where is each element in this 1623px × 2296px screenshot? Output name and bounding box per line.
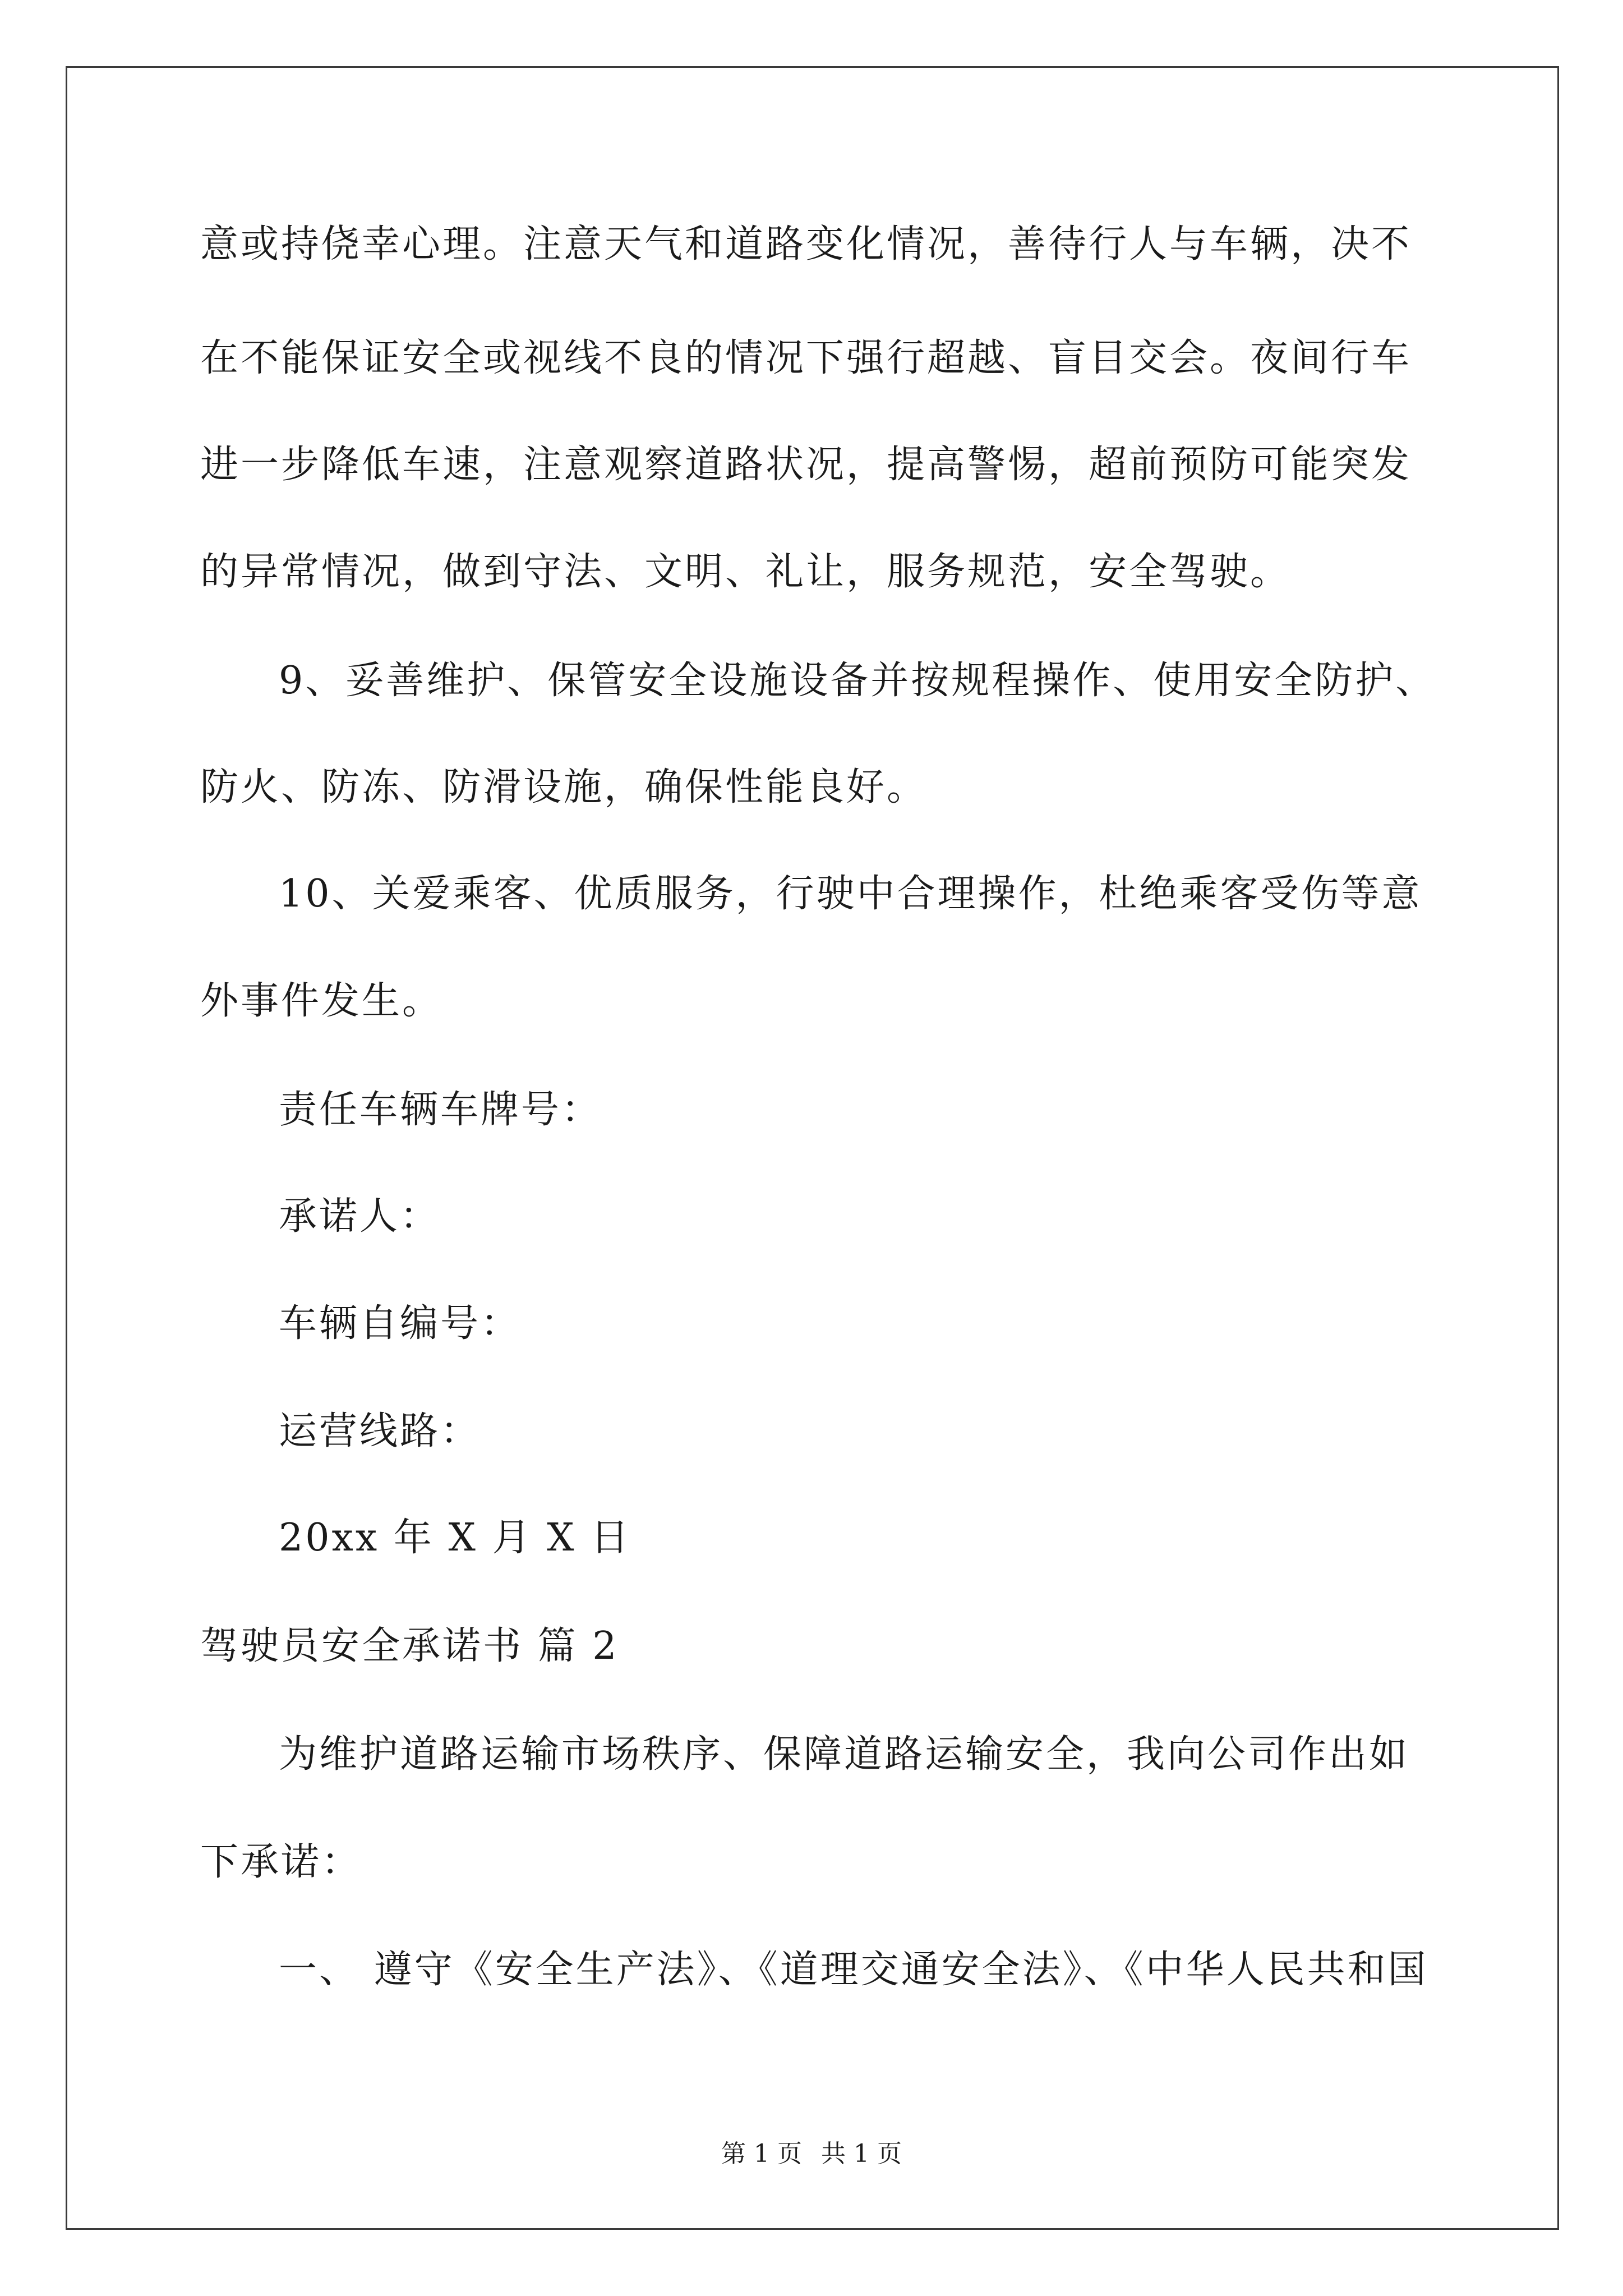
page-number: 第 1 页 <box>721 2139 802 2168</box>
section-heading: 驾驶员安全承诺书 篇 2 <box>200 1624 619 1668</box>
field-vehicle-number: 车辆自编号： <box>279 1301 522 1346</box>
field-route: 运营线路： <box>279 1409 481 1453</box>
date-line: 20xx 年 X 月 X 日 <box>279 1516 631 1560</box>
paragraph-line: 外事件发生。 <box>200 979 443 1023</box>
paragraph-line: 9、妥善维护、保管安全设施设备并按规程操作、使用安全防护、 <box>279 659 1436 703</box>
page-total: 共 1 页 <box>821 2139 902 2168</box>
paragraph-line: 下承诺： <box>200 1840 362 1884</box>
page-footer <box>0 2133 1623 2169</box>
paragraph-line: 为维护道路运输市场秩序、保障道路运输安全，我向公司作出如 <box>279 1732 1410 1777</box>
paragraph-line: 在不能保证安全或视线不良的情况下强行超越、盲目交会。夜间行车 <box>200 336 1412 380</box>
paragraph-line: 一、 遵守《安全生产法》、《道理交通安全法》、《中华人民共和国 <box>279 1948 1428 1992</box>
paragraph-line: 的异常情况，做到守法、文明、礼让，服务规范，安全驾驶。 <box>200 550 1291 594</box>
paragraph-line: 10、关爱乘客、优质服务，行驶中合理操作，杜绝乘客受伤等意 <box>279 872 1422 916</box>
page-border <box>66 66 1559 2230</box>
field-promisor: 承诺人： <box>279 1194 441 1239</box>
paragraph-line: 进一步降低车速，注意观察道路状况，提高警惕，超前预防可能突发 <box>200 443 1412 487</box>
paragraph-line: 防火、防冻、防滑设施，确保性能良好。 <box>200 765 928 809</box>
field-license-plate: 责任车辆车牌号： <box>279 1088 602 1132</box>
paragraph-line: 意或持侥幸心理。注意天气和道路变化情况，善待行人与车辆，决不 <box>200 222 1412 266</box>
